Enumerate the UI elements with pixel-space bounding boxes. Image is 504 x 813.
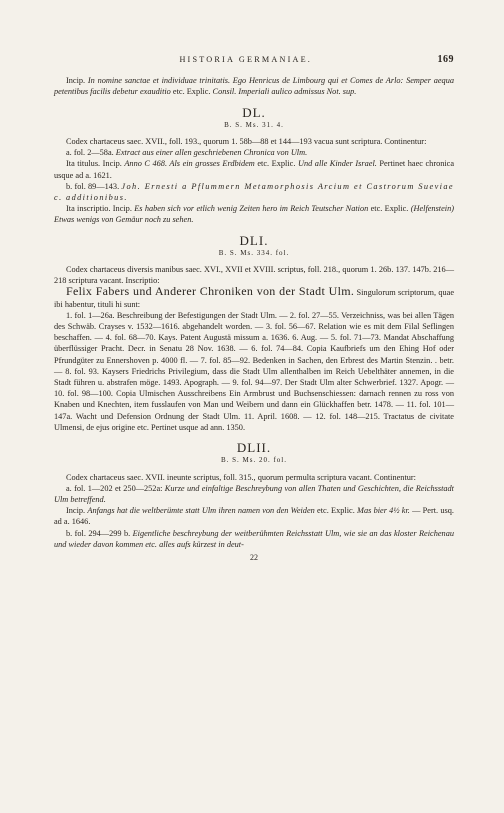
manuscript-title: Felix Fabers und Anderer Chroniken von der Stadt Ulm.: [66, 284, 355, 299]
running-title: HISTORIA GERMANIAE.: [179, 55, 313, 64]
section-heading-dl: DL.: [242, 104, 266, 120]
text-run: a. fol. 1—202 et 250—252a:: [66, 483, 163, 493]
text-run: etc. Explic.: [370, 204, 409, 214]
text-run: Incip.: [66, 76, 86, 86]
dlii-paragraph-4: [54, 528, 454, 550]
text-run: etc. Explic.: [172, 87, 211, 97]
italic-run: Extract aus einer allen geschriebenen Chronica von Ulm.: [115, 148, 308, 158]
italic-run: Eigentliche beschreybung der weitberühmten Reichsstatt Ulm, wie sie an das kloster Reichenau und wieder davon kommen etc. alles aufs kürzest in deut-: [54, 528, 454, 549]
section-heading-dli: DLI.: [239, 232, 269, 248]
text-run: Ita inscriptio. Incip.: [66, 204, 132, 214]
italic-run: Consil. Imperiali aulico admissus Not. sup.: [212, 87, 357, 97]
text-run: Singulorum scriptorum, quae ibi habentur, tituli hi sunt:: [54, 288, 455, 309]
signature-mark: 22: [250, 552, 258, 562]
dl-paragraph-2: [54, 147, 454, 158]
text-run: etc. Explic.: [257, 159, 296, 169]
dl-paragraph-3: [54, 158, 454, 180]
italic-run: Joh. Ernesti a Pflummern Metamorphosis Arcium et Castrorum Sueviae c. additionibus.: [54, 181, 454, 203]
dlii-paragraph-2: [54, 483, 454, 505]
text-run: Pertinet haec chronica usque ad a. 1621.: [54, 159, 455, 180]
dli-paragraph-title: [54, 286, 454, 309]
shelfmark-dl: B. S. Ms. 31. 4.: [224, 120, 284, 129]
text-run: b. fol. 89—143.: [66, 181, 120, 191]
text-run: — Pert. usq. ad a. 1646.: [54, 506, 454, 527]
shelfmark-dli: B. S. Ms. 334. fol.: [218, 248, 290, 257]
dli-paragraph-2: 1. fol. 1—26a. Beschreibung der Befestigungen der Stadt Ulm. — 2. fol. 27—55. Verzeichniss, was bei allen Tägen des Schwäb. Crayses v. 1532—1616. abgehandelt worden. — 3. fol. 56—67. Relation wie es mit dem Filal Seflingen beschaffen. — 4. fol. 68—70. Kays. Patent Augustä missum a. 1636. 6. Aug. — 5. fol. 71—73. Mandat Abschaffung überflüssiger Pracht. Decr. in Senatu 28 Nov. 1638. — 6. fol. 74—84. Copia Kaufbriefs um den Ehing Hof oder Pfrundgüter zu Ennershoven p. 4000 fl. — 7. fol. 85—92. Bedenken in Sachen, den Erbrest des Martin Stenzin. . betr. — 8. fol. 93. Kaysers Friedrichs Privilegium, dass die Stadt Ulm allenthalben im Reich Uebelthäter annemen, in die Stadt führen u. abstrafen möge. 1493. Apograph. — 9. fol. 94—97. Der Stadt Ulm alter Schwerbrief. 1327. Apogr. — 10. fol. 98—100. Copia Ulmischen Ausschreibens Ein Armbrust und Buchsenschiessen: darnach rennen zu ross von Knaben und Knechten, item fusslaufen von Man und Weibern und dann ein Glückhaffen betr. 1478. — 11. fol. 101—147a. Wacht und Defension Ordnung der Stadt Ulm. 11. April. 1608. — 12. fol. 148—215. Tractatus de civitate Ulmensi, de ejus origine etc. Pertinet usque ad ann. 1350.: [54, 310, 454, 432]
running-head: [54, 54, 454, 65]
text-run: Incip.: [66, 506, 86, 516]
dlii-paragraph-1: Codex chartaceus saec. XVII. ineunte scriptus, foll. 315., quorum permulta scriptura vacant. Continentur:: [66, 472, 416, 482]
italic-run: Und alle Kinder Israel.: [297, 159, 377, 169]
dli-paragraph-1: Codex chartaceus diversis manibus saec. XVI., XVII et XVIII. scriptus, foll. 218., quorum 1. 26b. 137. 147b. 216—218 scriptura vacant. Inscriptio:: [54, 265, 454, 286]
italic-run: In nomine sanctae et individuae trinitatis. Ego Henricus de Limbourg qui et Comes de Arlo: Semper aequa petentibus facilis debetur exauditio: [54, 76, 454, 97]
italic-run: Kurze und einfaltige Beschreybung von allen Thaten und Geschichten, die Reichsstadt Ulm betreffend.: [54, 483, 454, 504]
italic-run: (Helfenstein) Etwas wenigs von Gemäur noch zu sehen.: [54, 204, 455, 225]
page-number: 169: [437, 54, 454, 65]
italic-run: Mas bier 4½ kr.: [357, 506, 410, 516]
text-run: b. fol. 294—299 b.: [66, 528, 131, 538]
dl-paragraph-4: [54, 181, 454, 203]
text-run: Ita titulus. Incip.: [66, 159, 122, 169]
intro-paragraph: [54, 75, 454, 97]
italic-run: Anno C 468. Als ein grosses Erdbidem: [124, 159, 255, 169]
section-heading-dlii: DLII.: [236, 440, 272, 456]
dl-paragraph-5: [54, 203, 454, 225]
italic-run: Es haben sich vor etlich wenig Zeiten hero im Reich Teutscher Nation: [134, 204, 369, 214]
text-run: etc. Explic.: [317, 506, 355, 516]
text-run: a. fol. 2—58a.: [66, 148, 114, 158]
italic-run: Anfangs hat die weltberümte statt Ulm ihren namen von den Weiden: [87, 506, 315, 516]
document-page: [54, 54, 454, 563]
dl-paragraph-1: Codex chartaceus saec. XVII., foll. 193., quorum 1. 58b—88 et 144—193 vacua sunt scriptura. Continentur:: [66, 137, 427, 147]
dlii-paragraph-3: [54, 505, 454, 527]
shelfmark-dlii: B. S. Ms. 20. fol.: [220, 456, 288, 465]
